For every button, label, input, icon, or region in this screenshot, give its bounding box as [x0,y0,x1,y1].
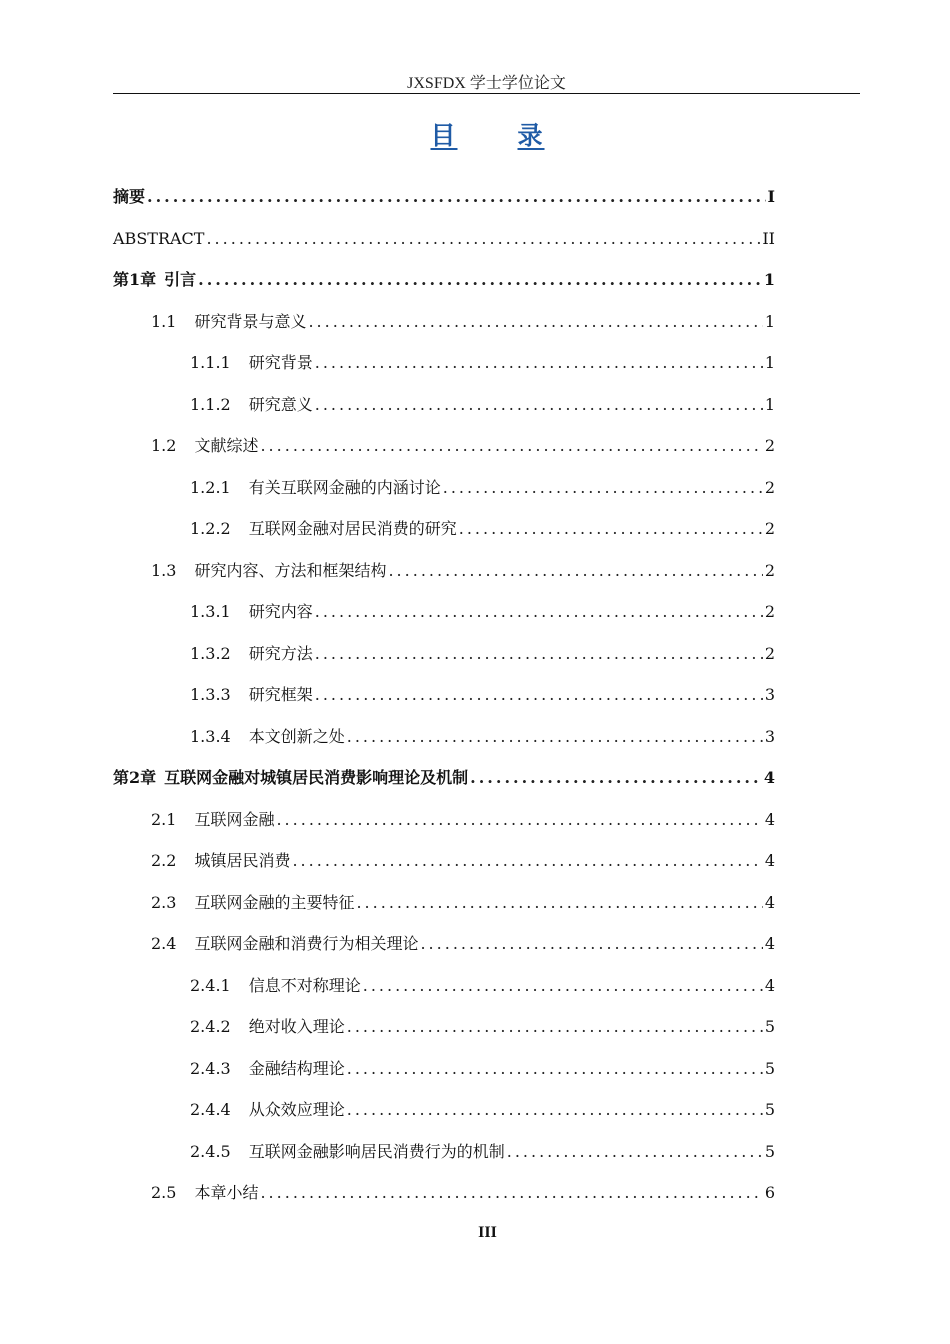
toc-entry-title [151,799,274,841]
toc-entry-label: 有关互联网金融的内涵讨论 [248,477,441,497]
toc-entry-page: 1 [764,311,775,331]
toc-entry-label: 绝对收入理论 [248,1017,345,1036]
table-of-contents [113,176,775,1214]
toc-entry[interactable] [113,1048,775,1090]
toc-entry[interactable] [113,633,775,675]
toc-entry-title [190,1048,345,1090]
toc-entry-title [113,259,196,301]
toc-entry[interactable] [113,508,775,550]
toc-entry-number: 1.3 [151,560,177,580]
toc-entry-title [190,467,441,509]
toc-entry-title [190,1131,505,1173]
toc-entry-page: 5 [764,1141,775,1161]
toc-entry-page: 5 [764,1058,775,1078]
toc-entry-title [151,550,386,592]
toc-entry-page: 1 [764,394,775,414]
toc-entry-number: 2.2 [151,851,177,870]
toc-entry-number: 1.2.2 [190,519,231,538]
toc-entry-title [190,633,313,675]
toc-entry-label: 研究方法 [248,643,313,663]
toc-entry-title [190,1006,345,1048]
toc-entry-label: 从众效应理论 [248,1100,345,1119]
toc-entry-page: 4 [763,768,775,787]
dot-leader [347,1006,763,1048]
toc-entry-label: 互联网金融和消费行为相关理论 [194,934,419,953]
toc-entry-title [151,425,258,467]
toc-entry-title [190,1089,345,1131]
toc-entry[interactable] [113,1089,775,1131]
toc-entry-number: 1.1.2 [190,394,231,414]
toc-entry-page: 4 [764,809,775,829]
toc-entry-label: 互联网金融的主要特征 [194,892,355,912]
toc-title [0,116,950,152]
toc-entry[interactable] [113,591,775,633]
toc-entry-label: 互联网金融影响居民消费行为的机制 [248,1141,505,1161]
toc-entry[interactable] [113,1131,775,1173]
toc-entry[interactable] [113,882,775,924]
toc-entry[interactable] [113,550,775,592]
toc-entry-label: 摘要 [113,187,146,206]
toc-entry-page: 2 [764,602,775,621]
toc-entry-label: 本文创新之处 [248,726,345,746]
toc-entry-page: 4 [764,975,775,995]
toc-entry-number: 2.4 [151,934,177,953]
toc-entry-page: 2 [764,643,775,663]
toc-entry[interactable] [113,840,775,882]
toc-entry-label: 城镇居民消费 [194,851,291,870]
dot-leader [206,218,760,260]
toc-entry-page: 2 [764,519,775,538]
dot-leader [315,633,763,675]
toc-entry-title [151,840,290,882]
toc-entry-number: 第2章 [113,768,157,787]
toc-entry-page: 5 [764,1100,775,1119]
page-number: III [478,1224,497,1241]
toc-entry[interactable] [113,757,775,799]
dot-leader [356,882,762,924]
toc-entry-page: 2 [764,436,775,455]
toc-entry-page: 4 [764,851,775,870]
dot-leader [459,508,763,550]
toc-entry-label: 文献综述 [194,436,259,455]
toc-entry-number: 2.1 [151,809,177,829]
toc-entry[interactable] [113,384,775,426]
dot-leader [470,757,762,799]
toc-entry[interactable] [113,342,775,384]
toc-entry-page: 1 [763,270,775,289]
toc-entry[interactable] [113,674,775,716]
toc-entry-number: 1.2.1 [190,477,231,497]
toc-entry-title [151,882,354,924]
toc-entry[interactable] [113,799,775,841]
toc-entry[interactable] [113,301,775,343]
toc-title-right: 录 [517,121,545,150]
toc-entry-title [190,384,313,426]
toc-entry-page: 5 [764,1017,775,1036]
toc-entry-label: 研究框架 [248,685,313,704]
toc-entry-title [190,716,345,758]
toc-entry[interactable] [113,425,775,467]
toc-entry-page: 3 [764,685,775,704]
toc-entry-title [113,218,204,260]
toc-entry-number: 1.3.3 [190,685,231,704]
toc-entry-number: 第1章 [113,270,157,289]
toc-entry[interactable] [113,1172,775,1214]
toc-entry-number: 1.1 [151,311,177,331]
dot-leader [260,1172,762,1214]
toc-entry-title [190,342,313,384]
toc-entry-page: I [767,187,775,206]
running-header: JXSFDX 学士学位论文 [407,75,566,92]
toc-entry-title [113,176,145,218]
dot-leader [363,965,763,1007]
toc-entry-page: 4 [764,934,775,953]
dot-leader [147,176,766,218]
dot-leader [308,301,762,343]
dot-leader [347,1048,763,1090]
toc-entry[interactable] [113,218,775,260]
toc-entry-number: 1.3.4 [190,726,231,746]
toc-entry-title [113,757,468,799]
toc-entry-title [190,965,361,1007]
dot-leader [315,591,763,633]
toc-entry-label: 研究意义 [248,394,313,414]
dot-leader [347,716,763,758]
dot-leader [276,799,762,841]
toc-entry-title [190,591,313,633]
toc-entry-label: 信息不对称理论 [248,975,361,995]
toc-entry[interactable] [113,965,775,1007]
toc-entry-title [151,923,418,965]
toc-entry-page: 3 [764,726,775,746]
toc-entry-label: 金融结构理论 [248,1058,345,1078]
toc-entry[interactable] [113,1006,775,1048]
toc-entry-title [151,301,306,343]
toc-entry-title [190,674,313,716]
toc-entry-number: 2.4.5 [190,1141,231,1161]
dot-leader [315,384,763,426]
toc-entry-number: 2.4.2 [190,1017,231,1036]
dot-leader [198,259,762,301]
dot-leader [315,342,763,384]
toc-entry-label: 研究内容 [248,602,313,621]
toc-entry[interactable] [113,259,775,301]
toc-entry-label: 研究背景与意义 [194,311,307,331]
dot-leader [443,467,763,509]
toc-entry-label: 互联网金融 [194,809,275,829]
toc-entry-label: 互联网金融对居民消费的研究 [248,519,457,538]
toc-entry-number: 2.4.3 [190,1058,231,1078]
dot-leader [507,1131,763,1173]
toc-entry-number: 1.3.2 [190,643,231,663]
dot-leader [347,1089,763,1131]
toc-entry-page: II [762,228,775,248]
toc-entry-page: 6 [764,1183,775,1202]
toc-entry-number: 2.3 [151,892,177,912]
toc-entry-title [190,508,457,550]
toc-entry-page: 4 [764,892,775,912]
header-rule [113,93,860,94]
toc-entry-label: 互联网金融对城镇居民消费影响理论及机制 [164,768,469,787]
toc-entry-label: 引言 [164,270,197,289]
toc-entry-page: 2 [764,477,775,497]
dot-leader [420,923,762,965]
toc-entry-title [151,1172,258,1214]
toc-entry[interactable] [113,176,775,218]
toc-entry-page: 2 [764,560,775,580]
toc-entry-label: 研究内容、方法和框架结构 [194,560,387,580]
toc-entry-number: 1.3.1 [190,602,231,621]
dot-leader [388,550,762,592]
toc-entry[interactable] [113,923,775,965]
toc-title-left: 目 [430,121,458,150]
toc-entry-page: 1 [764,353,775,372]
dot-leader [315,674,763,716]
toc-entry[interactable] [113,467,775,509]
toc-entry-label: 研究背景 [248,353,313,372]
toc-entry-number: 2.4.4 [190,1100,231,1119]
toc-entry-label: ABSTRACT [113,228,205,248]
toc-entry-number: 2.4.1 [190,975,231,995]
toc-entry-number: 1.1.1 [190,353,231,372]
dot-leader [292,840,762,882]
toc-entry-number: 1.2 [151,436,177,455]
dot-leader [260,425,762,467]
toc-entry[interactable] [113,716,775,758]
toc-entry-label: 本章小结 [194,1183,259,1202]
toc-entry-number: 2.5 [151,1183,177,1202]
